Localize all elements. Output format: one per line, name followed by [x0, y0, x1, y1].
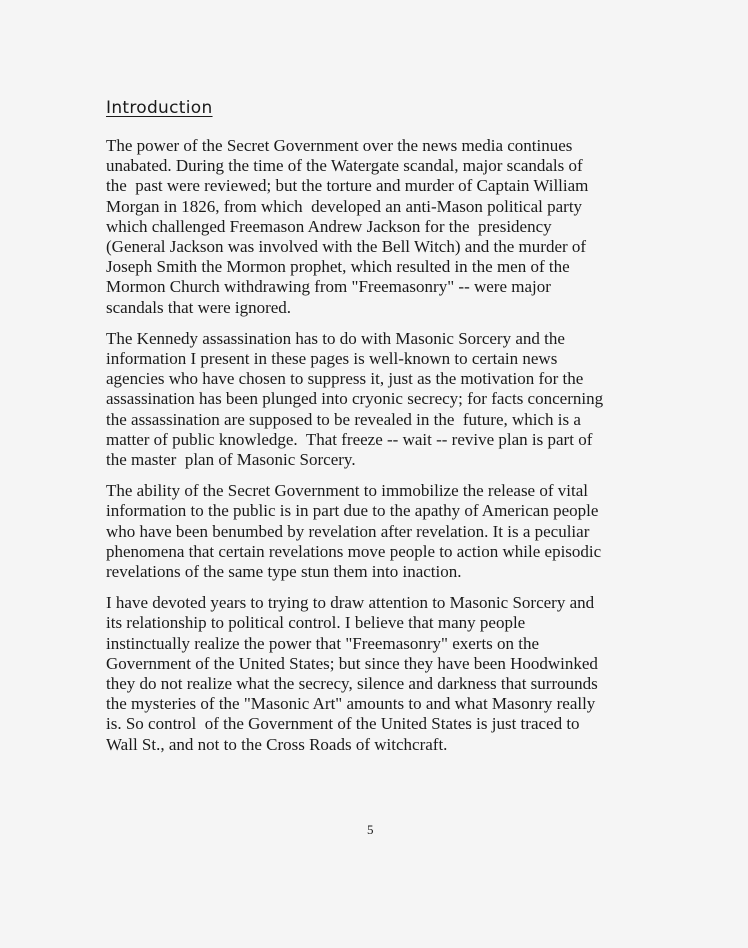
text-line: phenomena that certain revelations move people to action while episodic — [106, 541, 602, 561]
text-line: The power of the Secret Government over the news media continues — [106, 136, 573, 155]
paragraph — [106, 136, 646, 318]
text-line: they do not realize what the secrecy, silence and darkness that surrounds — [106, 674, 598, 694]
paragraph — [106, 593, 646, 755]
text-line: agencies who have chosen to suppress it, just as the motivation for the — [106, 369, 584, 389]
text-line: its relationship to political control. I believe that many people — [106, 613, 526, 633]
text-line: assassination has been plunged into cryonic secrecy; for facts concerning — [106, 389, 604, 409]
text-line: information to the public is in part due to the apathy of American people — [106, 501, 599, 521]
text-line: Wall St., and not to the Cross Roads of witchcraft. — [106, 734, 448, 754]
text-line: (General Jackson was involved with the Bell Witch) and the murder of — [106, 237, 587, 257]
text-line: the mysteries of the "Masonic Art" amounts to and what Masonry really — [106, 694, 596, 714]
section-heading: Introduction — [106, 98, 213, 118]
text-line: Joseph Smith the Mormon prophet, which resulted in the men of the — [106, 257, 570, 277]
text-line: the master plan of Masonic Sorcery. — [106, 450, 356, 470]
text-line: Government of the United States; but since they have been Hoodwinked — [106, 653, 598, 673]
text-line: revelations of the same type stun them into inaction. — [106, 562, 462, 582]
body-text — [106, 136, 646, 766]
text-line: the assassination are supposed to be revealed in the future, which is a — [106, 409, 581, 429]
text-line: unabated. During the time of the Watergate scandal, major scandals of — [106, 156, 583, 176]
text-line: matter of public knowledge. That freeze -- wait -- revive plan is part of — [106, 429, 593, 449]
text-line: scandals that were ignored. — [106, 297, 292, 317]
text-line: who have been benumbed by revelation after revelation. It is a peculiar — [106, 521, 590, 541]
text-line: is. So control of the Government of the United States is just traced to — [106, 714, 580, 734]
paragraph — [106, 329, 646, 470]
text-line: The Kennedy assassination has to do with Masonic Sorcery and the — [106, 328, 565, 348]
text-line: I have devoted years to trying to draw attention to Masonic Sorcery and — [106, 593, 595, 613]
text-line: the past were reviewed; but the torture and murder of Captain William — [106, 176, 589, 196]
text-line: Morgan in 1826, from which developed an anti-Mason political party — [106, 196, 583, 216]
paragraph — [106, 481, 646, 582]
text-line: The ability of the Secret Government to immobilize the release of vital — [106, 481, 588, 501]
text-line: Mormon Church withdrawing from "Freemasonry" -- were major — [106, 277, 551, 297]
text-line: information I present in these pages is well-known to certain news — [106, 349, 558, 369]
page-number: 5 — [367, 822, 374, 837]
text-line: which challenged Freemason Andrew Jackson for the presidency — [106, 216, 552, 236]
text-line: instinctually realize the power that "Freemasonry" exerts on the — [106, 633, 540, 653]
